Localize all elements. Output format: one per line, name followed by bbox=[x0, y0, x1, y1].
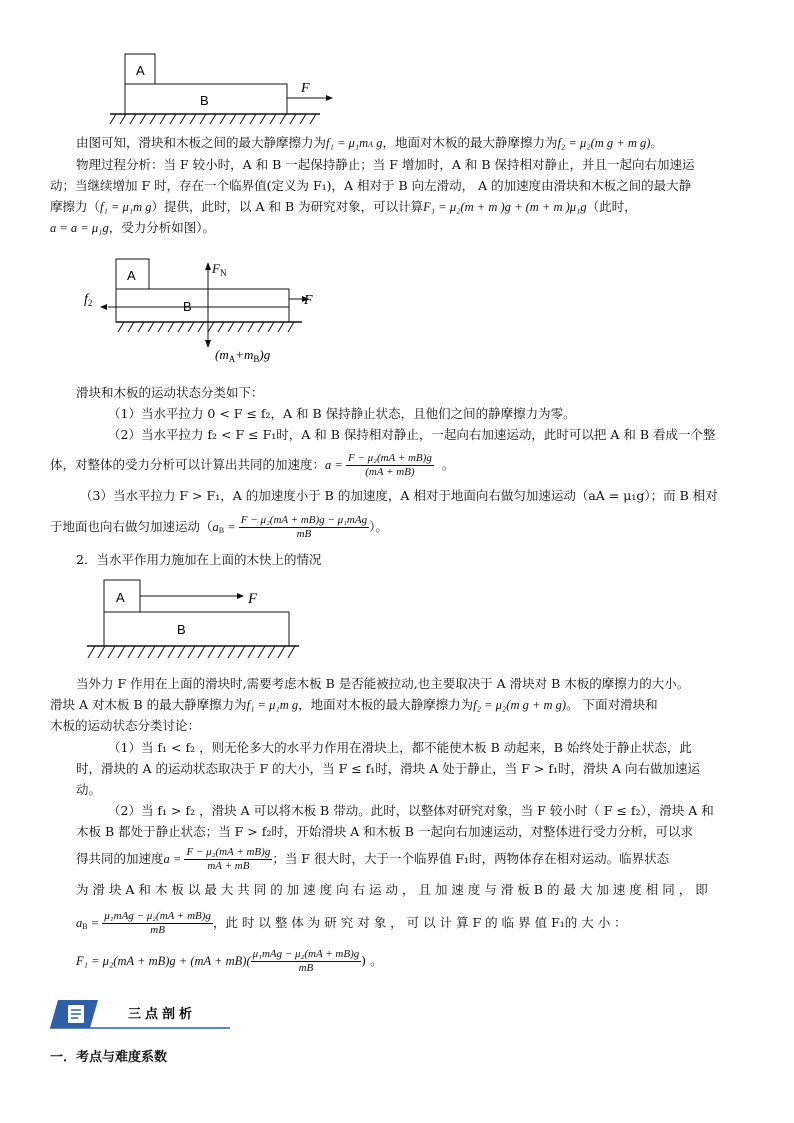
formula-f2: f₂ = μ₂(m g + m g) bbox=[557, 136, 651, 150]
fig1-label-a: A bbox=[136, 63, 145, 78]
d2-line-4: 为 滑 块 A 和 木 板 以 最 大 共 同 的 加 速 度 向 右 运 动 ， 且 加 速 度 与 滑 板 B 的 最 大 加 速 度 相 同 ， 即 bbox=[76, 882, 708, 897]
q-line-2: 滑块 A 对木板 B 的最大静摩擦力为f₁ = μ₁m g，地面对木板的最大静摩擦力为f₂ = μ₂(m g + m g)。 下面对滑块和 bbox=[50, 697, 658, 712]
d1-line-1: （1）当 f₁ < f₂ ，则无伦多大的水平力作用在滑块上，都不能使木板 B 动起来，B 始终处于静止状态，此 bbox=[108, 740, 692, 755]
fig3-label-f: F bbox=[248, 591, 258, 607]
case-1: （1）当水平拉力 0 < F ≤ f₂，A 和 B 保持静止状态，且他们之间的静摩擦力为零。 bbox=[108, 406, 576, 421]
fig3-label-a: A bbox=[116, 590, 125, 605]
case-2-line-1: （2）当水平拉力 f₂ < F ≤ F₁时，A 和 B 保持相对静止，一起向右加速运动，此时可以把 A 和 B 看成一个整 bbox=[108, 427, 716, 442]
fraction-acceleration-b-max: $\frac{\text{μ₁mAg − μ₂(mA + mB)g}}{mB}$ bbox=[104, 910, 211, 936]
formula-f1: f₁ = μ₁m bbox=[326, 136, 369, 150]
figure-block-board-force-on-a bbox=[85, 578, 305, 668]
p1-line: 由图可知，滑块和木板之间的最大静摩擦力为f₁ = μ₁mA g，地面对木板的最大静摩擦力为f₂ = μ₂(m g + m g)。 bbox=[76, 135, 663, 150]
fraction-acceleration-b: $\frac{\text{F − μ₂(mA + mB)g − μ₁mAg}}{mB}$ bbox=[240, 514, 368, 540]
p2-line-3: 摩擦力（f₁ = μ₁m g）提供，此时，以 A 和 B 为研究对象，可以计算F₁ = μ₂(m + m )g + (m + m )μ₁g（此时， bbox=[50, 199, 637, 214]
d2-line-6: F₁ = μ₂(mA + mB)g + (mA + mB)( $\frac{\text{μ₁mAg − μ₂(mA + mB)g}}{mB}$ ) 。 bbox=[76, 948, 383, 974]
banner-title: 三点剖析 bbox=[128, 1007, 197, 1022]
d1-line-2: 时，滑块的 A 的运动状态取决于 F 的大小，当 F ≤ f₁时，滑块 A 处于静止，当 F > f₁时，滑块 A 向右做加速运 bbox=[76, 761, 700, 776]
d2-line-3: 得共同的加速度a = $\frac{\text{F − μ₂(mA + mB)g}}{mA + mB}$ ；当 F 很大时，大于一个临界值 F₁时，两物体存在相对运动。临界状态 bbox=[76, 846, 670, 872]
d2-line-5: $a_B$ = $\frac{\text{μ₁mAg − μ₂(mA + mB)g}}{mB}$ ，此 时 以 整 体 为 研 究 对 象 ， 可 以 计 算 F 的 临 界 值 F₁的 大 小 ： bbox=[76, 910, 627, 936]
fig3-label-b: B bbox=[177, 622, 186, 637]
d1-line-3: 动。 bbox=[76, 782, 102, 797]
fig2-label-a: A bbox=[127, 268, 136, 283]
fig1-label-f: F bbox=[301, 81, 310, 96]
fraction-acceleration-1: $\frac{\text{F − μ₂(mA + mB)g}}{(mA + mB)}$ bbox=[347, 452, 432, 478]
p2-line-2: 动；当继续增加 F 时，存在一个临界值(定义为 F₁)，A 相对于 B 向左滑动， A 的加速度由滑块和木板之间的最大静 bbox=[50, 178, 692, 193]
case-2-line-2: 体，对整体的受力分析可以计算出共同的加速度：a = $\frac{\text{F − μ₂(mA + mB)g}}{(mA + mB)}$ 。 bbox=[50, 452, 455, 478]
case-3-line-1: （3）当水平拉力 F > F₁，A 的加速度小于 B 的加速度，A 相对于地面向右做匀加速运动（aA = μ₁g）；而 B 相对 bbox=[80, 488, 718, 503]
figure-block-board-force-on-b bbox=[108, 52, 338, 132]
p2-line-1: 物理过程分析：当 F 较小时，A 和 B 一起保持静止；当 F 增加时，A 和 B 保持相对静止，并且一起向右加速运 bbox=[76, 157, 695, 172]
fig2-label-weight: $(m_A+m_B)g$ bbox=[215, 347, 271, 364]
fig2-label-fn: $F_N$ bbox=[212, 261, 227, 278]
q-line-3: 木板的运动状态分类讨论： bbox=[50, 718, 201, 733]
p3-title: 滑块和木板的运动状态分类如下： bbox=[76, 385, 264, 400]
fraction-acceleration-2: $\frac{\text{F − μ₂(mA + mB)g}}{mA + mB}$ bbox=[186, 846, 271, 872]
fig2-label-b: B bbox=[183, 299, 192, 314]
section-banner bbox=[50, 996, 230, 1032]
fraction-critical-force: $\frac{\text{μ₁mAg − μ₂(mA + mB)g}}{mB}$ bbox=[252, 948, 360, 974]
fig2-label-f2: $f_2$ bbox=[84, 292, 93, 308]
heading-kaodian: 一．考点与难度系数 bbox=[50, 1050, 168, 1065]
figure-force-analysis bbox=[80, 255, 330, 367]
fig2-label-f: F bbox=[304, 293, 313, 308]
case-3-line-2: 于地面也向右做匀加速运动（$a_B$ = $\frac{\text{F − μ₂(mA + mB)g − μ₁mAg}}{mB}$ ）。 bbox=[50, 514, 388, 540]
p2-line-4: a = a = μ₁g，受力分析如图）。 bbox=[50, 220, 216, 235]
fig1-label-b: B bbox=[200, 93, 209, 108]
d2-line-1: （2）当 f₁ > f₂ ，滑块 A 可以将木板 B 带动。此时，以整体对研究对象，当 F 较小时（ F ≤ f₂），滑块 A 和 bbox=[108, 803, 714, 818]
d2-line-2: 木板 B 都处于静止状态；当 F > f₂时，开始滑块 A 和木板 B 一起向右加速运动，对整体进行受力分析，可以求 bbox=[76, 824, 693, 839]
q-line-1: 当外力 F 作用在上面的滑块时,需要考虑木板 B 是否能被拉动,也主要取决于 A 滑块对 B 木板的摩擦力的大小。 bbox=[76, 676, 690, 691]
section-2-title: 2．当水平作用力施加在上面的木快上的情况 bbox=[76, 552, 322, 567]
